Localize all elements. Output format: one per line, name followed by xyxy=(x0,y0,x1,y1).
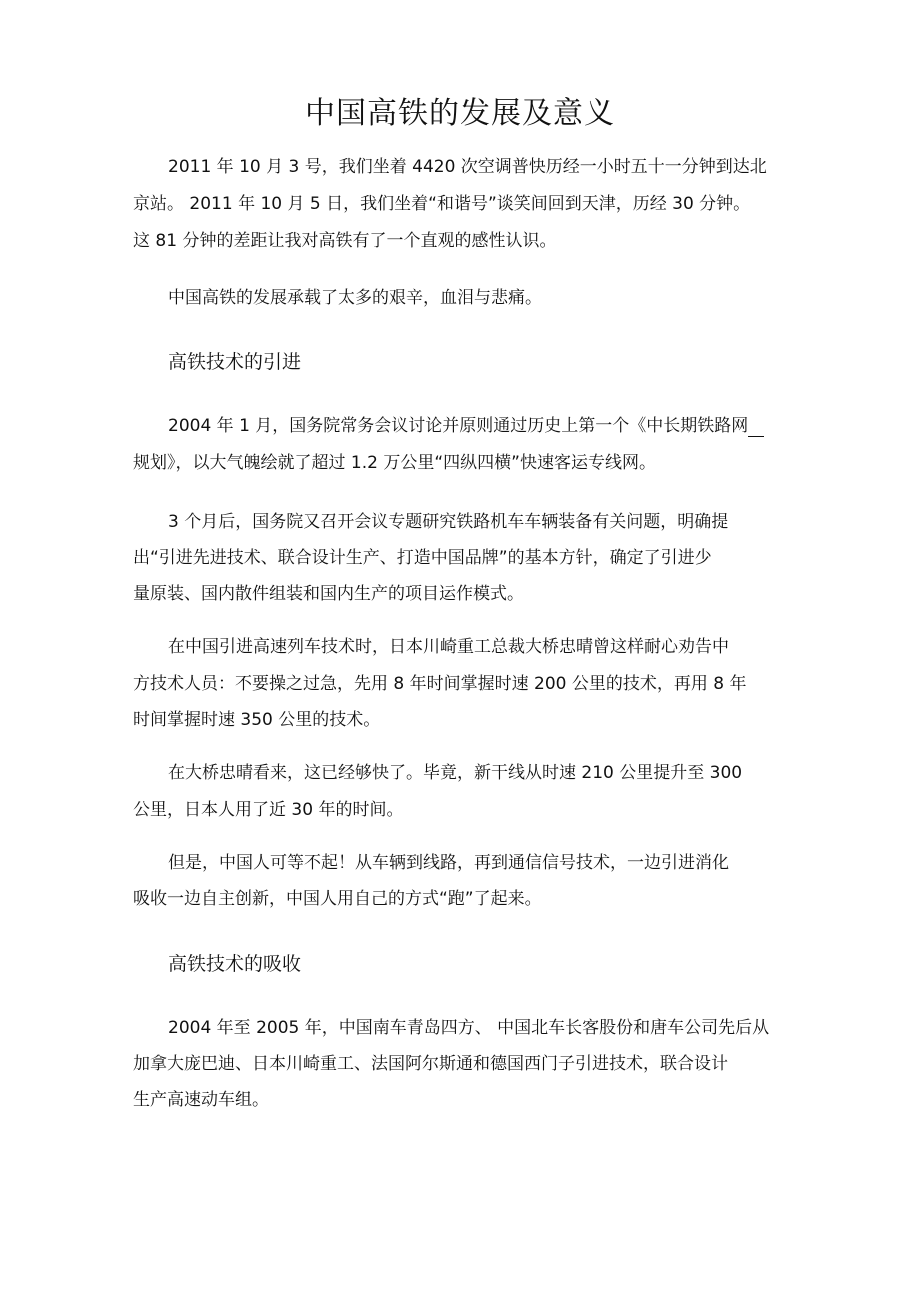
paragraph-8-line-2: 加拿大庞巴迪、日本川崎重工、法国阿尔斯通和德国西门子引进技术，联合设计 xyxy=(133,1054,728,1074)
section-heading-absorption: 高铁技术的吸收 xyxy=(168,953,302,975)
paragraph-1-line-3: 这 81 分钟的差距让我对高铁有了一个直观的感性认识。 xyxy=(133,231,557,251)
paragraph-7-line-1: 但是，中国人可等不起！从车辆到线路，再到通信信号技术，一边引进消化 xyxy=(168,853,729,873)
paragraph-3-line-1-text: 2004 年 1 月，国务院常务会议讨论并原则通过历史上第一个《中长期铁路网 xyxy=(168,416,749,436)
paragraph-4-line-2: 出“引进先进技术、联合设计生产、打造中国品牌”的基本方针，确定了引进少 xyxy=(133,548,712,568)
paragraph-5-line-3: 时间掌握时速 350 公里的技术。 xyxy=(133,710,381,730)
section-heading-introduction: 高铁技术的引进 xyxy=(168,351,302,373)
paragraph-3-line-1 xyxy=(168,415,764,437)
paragraph-2-line-1: 中国高铁的发展承载了太多的艰辛，血泪与悲痛。 xyxy=(168,288,542,308)
paragraph-4-line-3: 量原装、国内散件组装和国内生产的项目运作模式。 xyxy=(133,584,524,604)
underline-mark xyxy=(748,416,764,437)
paragraph-7-line-2: 吸收一边自主创新，中国人用自己的方式“跑”了起来。 xyxy=(133,889,542,909)
paragraph-3-line-2: 规划》，以大气魄绘就了超过 1.2 万公里“四纵四横”快速客运专线网。 xyxy=(133,453,656,473)
paragraph-5-line-1: 在中国引进高速列车技术时，日本川崎重工总裁大桥忠晴曾这样耐心劝告中 xyxy=(168,637,729,657)
paragraph-1-line-2: 京站。 2011 年 10 月 5 日，我们坐着“和谐号”谈笑间回到天津，历经 30 分钟。 xyxy=(133,194,751,214)
document-title: 中国高铁的发展及意义 xyxy=(305,96,615,131)
paragraph-8-line-3: 生产高速动车组。 xyxy=(133,1090,269,1110)
paragraph-6-line-1: 在大桥忠晴看来，这已经够快了。毕竟，新干线从时速 210 公里提升至 300 xyxy=(168,763,743,783)
paragraph-6-line-2: 公里，日本人用了近 30 年的时间。 xyxy=(133,800,404,820)
paragraph-1-line-1: 2011 年 10 月 3 号，我们坐着 4420 次空调普快历经一小时五十一分钟到达北 xyxy=(168,157,767,177)
paragraph-4-line-1: 3 个月后，国务院又召开会议专题研究铁路机车车辆装备有关问题，明确提 xyxy=(168,512,729,532)
paragraph-5-line-2: 方技术人员：不要操之过急，先用 8 年时间掌握时速 200 公里的技术，再用 8 年 xyxy=(133,674,747,694)
paragraph-8-line-1: 2004 年至 2005 年，中国南车青岛四方、 中国北车长客股份和唐车公司先后从 xyxy=(168,1018,770,1038)
